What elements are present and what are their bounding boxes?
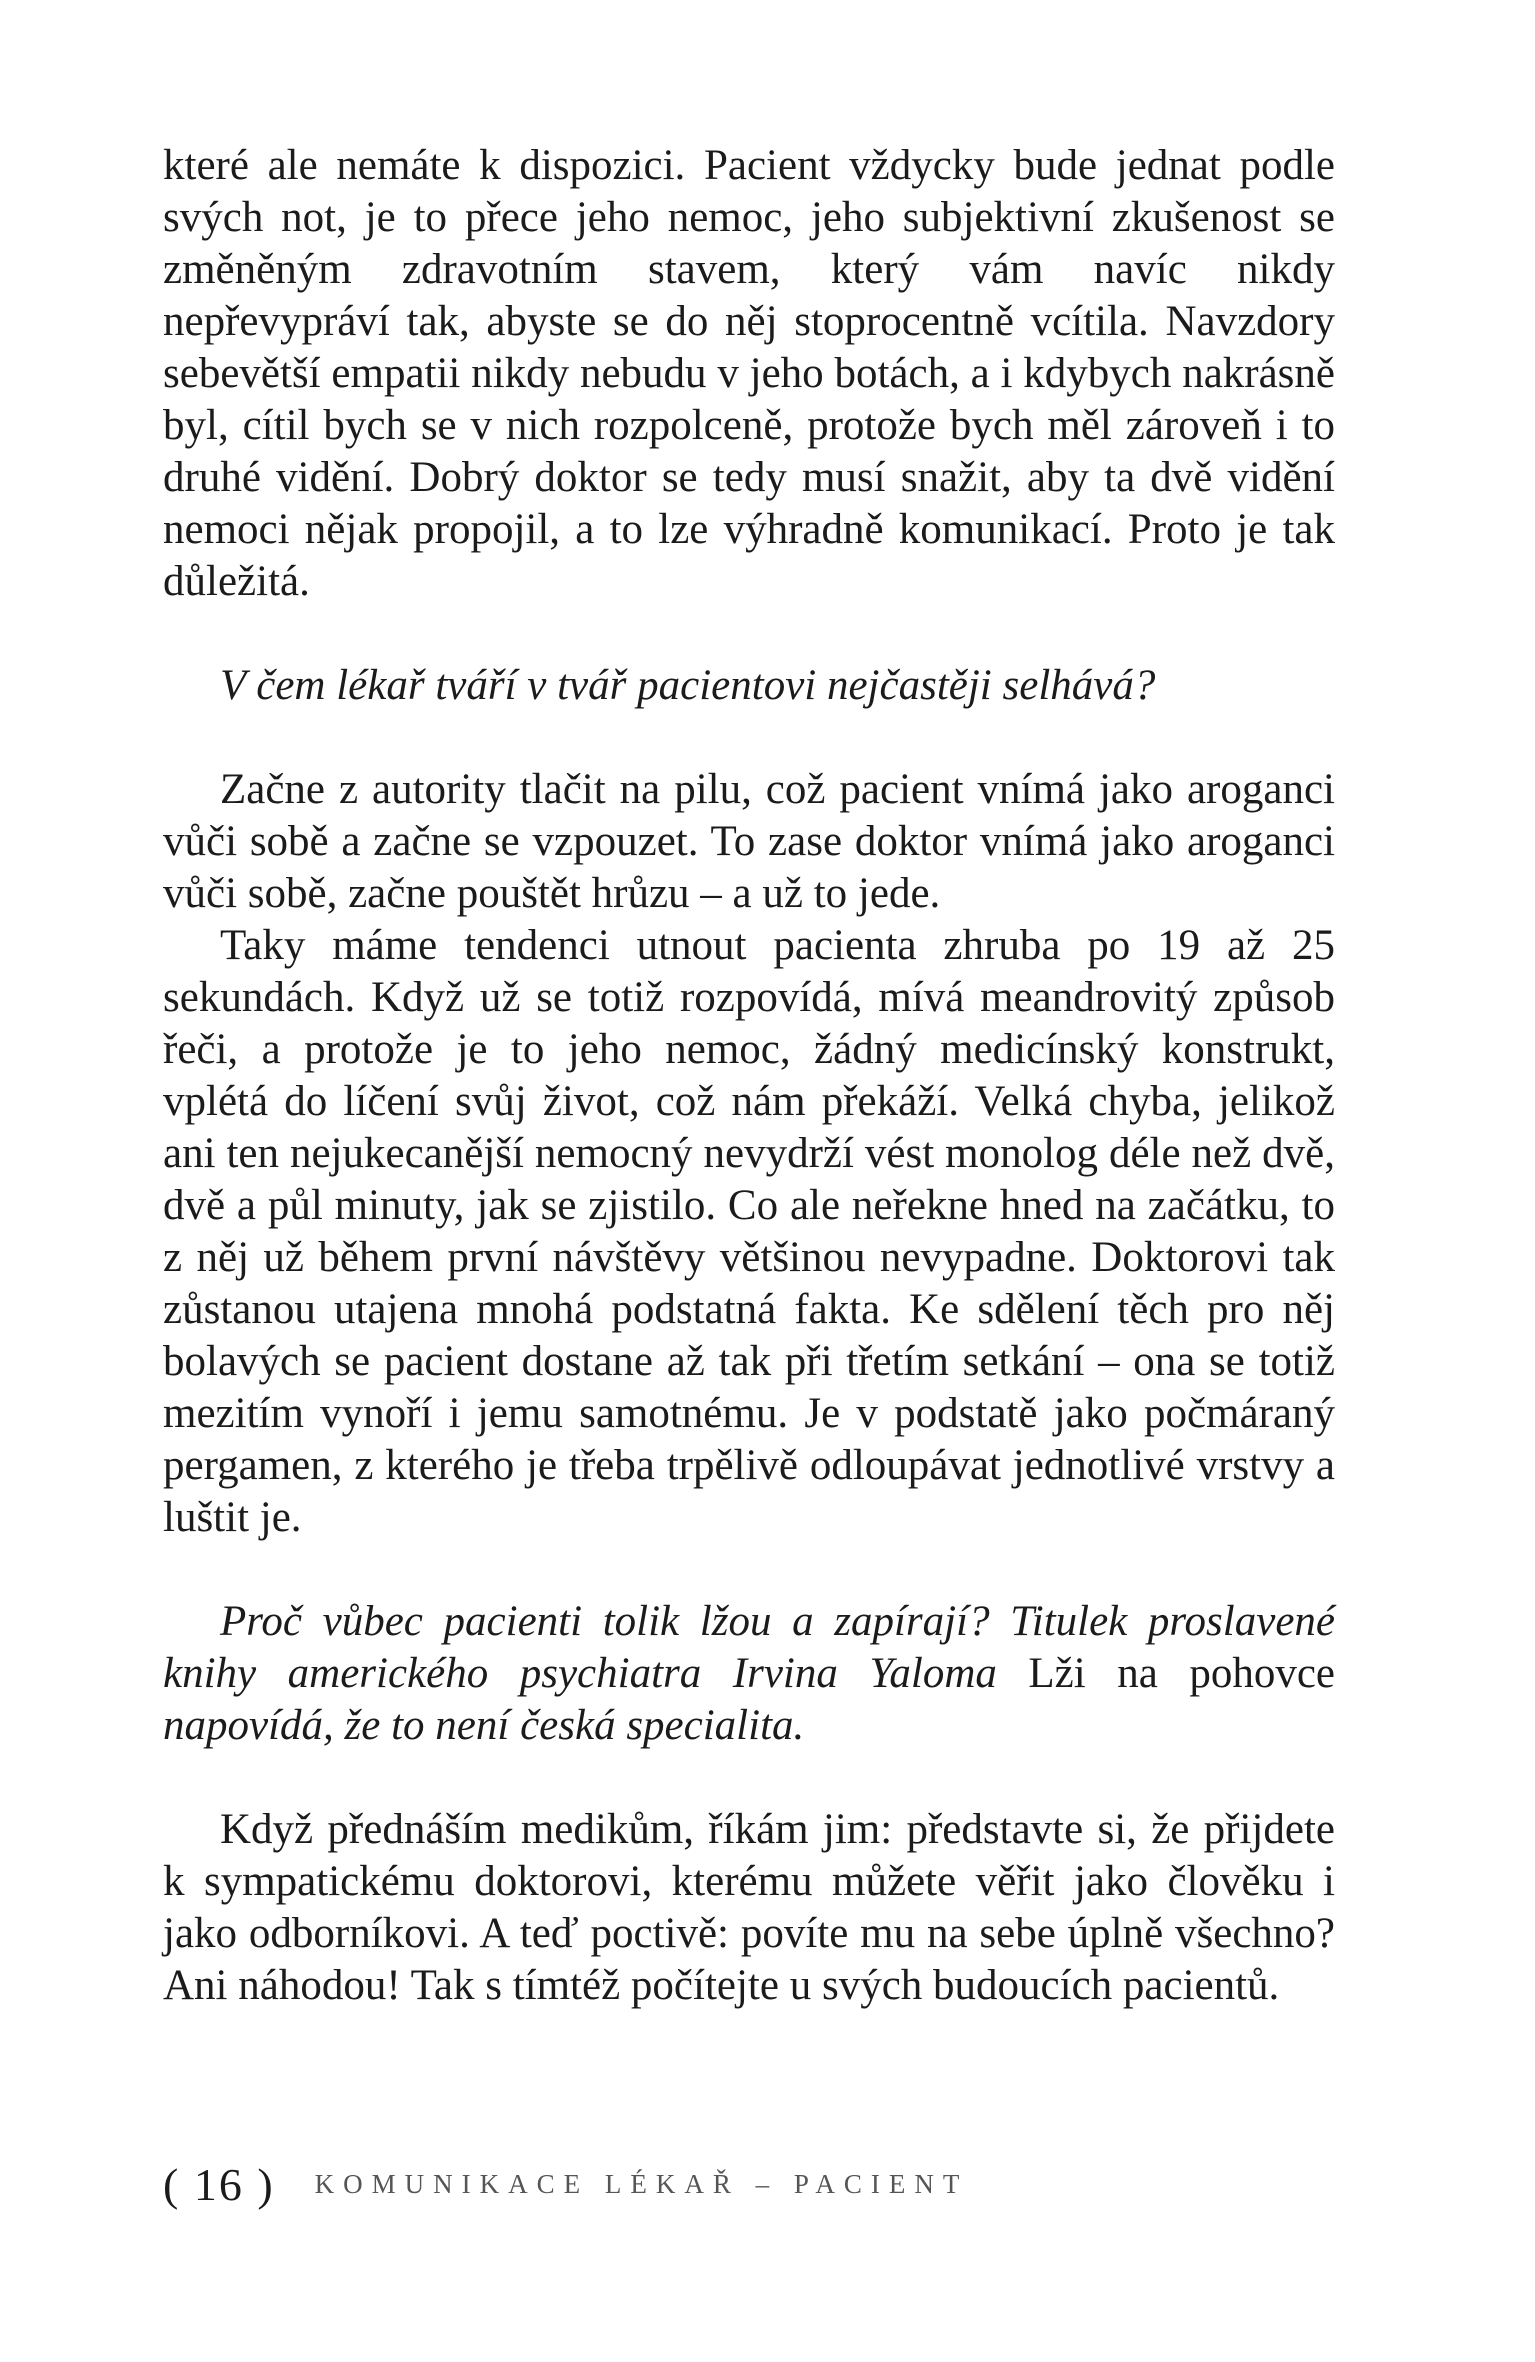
spacer [163,608,1335,660]
answer-paragraph: Taky máme tendenci utnout pacienta zhruba po 19 až 25 sekundách. Když už se totiž rozpovídá, mívá meandrovitý způsob řeči, a protože je to jeho nemoc, žádný medicínský konstrukt, vplétá do líčení svůj život, což nám překáží. Velká chyba, jelikož ani ten nejukecanější nemocný nevydrží vést monolog déle než dvě, dvě a půl minuty, jak se zjistilo. Co ale neřekne hned na začátku, to z něj už během první návštěvy většinou nevypadne. Doktorovi tak zůstanou utajena mnohá podstatná fakta. Ke sdělení těch pro něj bolavých se pacient dostane až tak při třetím setkání – ona se totiž mezitím vynoří i jemu samotnému. Je v podstatě jako počmáraný pergamen, z kterého je třeba trpělivě odloupávat jednotlivé vrstvy a luštit je. [163,922,1335,1541]
question-text: napovídá, že to není česká specialita. [163,1702,805,1749]
running-title: KOMUNIKACE LÉKAŘ – PACIENT [314,2169,969,2199]
page-number: ( 16 ) [163,2159,275,2210]
spacer [163,1544,1335,1596]
interview-question: V čem lékař tváří v tvář pacientovi nejčastěji selhává? [220,662,1156,709]
spacer [163,1752,1335,1804]
paragraph-continuation: které ale nemáte k dispozici. Pacient vždycky bude jednat podle svých not, je to přece jeho nemoc, jeho subjektivní zkušenost se změněným zdravotním stavem, který vám navíc nikdy nepřevypráví tak, abyste se do něj stoprocentně vcítila. Navzdory sebevětší empatii nikdy nebudu v jeho botách, a i kdybych nakrásně byl, cítil bych se v nich rozpolceně, protože bych měl zároveň i to druhé vidění. Dobrý doktor se tedy musí snažit, aby ta dvě vidění nemoci nějak propojil, a to lze výhradně komunikací. Proto je tak důležitá. [163,142,1335,605]
page-footer [163,2158,968,2211]
interview-question [163,1596,1335,1752]
spacer [163,712,1335,764]
book-title: Lži na pohovce [1028,1650,1335,1697]
question-text: Proč vůbec pacienti tolik lžou a zapírají? Titulek proslavené knihy amerického psychiatra Irvina Yaloma [163,1598,1335,1697]
answer-paragraph: Začne z autority tlačit na pilu, což pacient vnímá jako aroganci vůči sobě a začne se vzpouzet. To zase doktor vnímá jako aroganci vůči sobě, začne pouštět hrůzu – a už to jede. [163,766,1335,917]
page-body [163,140,1335,2012]
answer-paragraph: Když přednáším medikům, říkám jim: představte si, že přijdete k sympatickému doktorovi, kterému můžete věřit jako člověku i jako odborníkovi. A teď poctivě: povíte mu na sebe úplně všechno? Ani náhodou! Tak s tímtéž počítejte u svých budoucích pacientů. [163,1806,1335,2009]
